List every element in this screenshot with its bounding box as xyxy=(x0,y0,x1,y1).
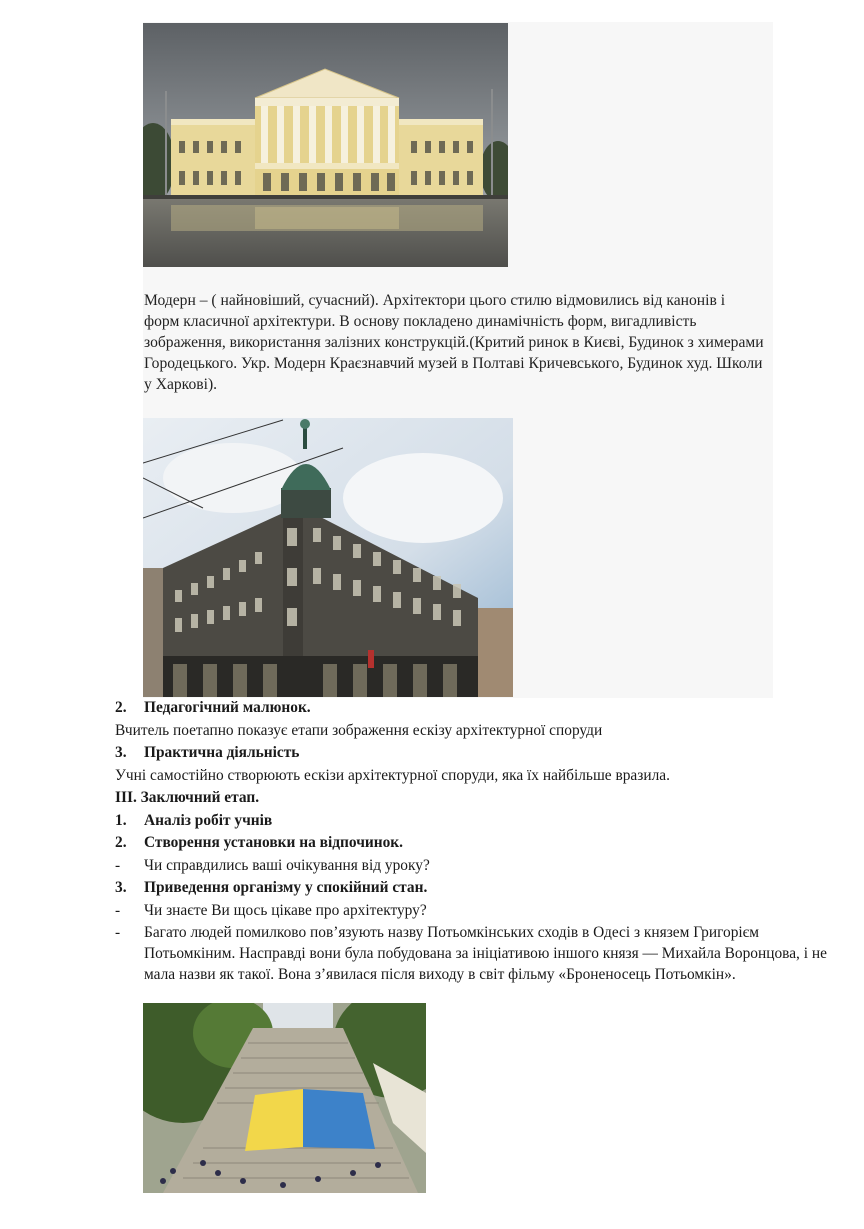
list-item xyxy=(115,697,850,720)
item-title: Практична діяльність xyxy=(144,744,300,761)
item-number: 3. xyxy=(115,879,127,896)
bullet-item xyxy=(115,855,850,878)
item-number: 2. xyxy=(115,834,127,851)
classical-building-photo xyxy=(143,23,508,267)
dash-bullet: - xyxy=(115,924,121,941)
dash-bullet: - xyxy=(115,901,121,919)
art-nouveau-building-photo xyxy=(143,418,513,697)
modern-style-paragraph: Модерн – ( найновіший, сучасний). Архітектори цього стилю відмовились від канонів і форм класичної архітектури. В основу покладено динамічність форм, вигадливість зображення, використання залізних конструкцій.(Критий ринок в Києві, Будинок з химерами Городецького. Укр. Модерн Краєзнавчий музей в Полтаві Кричевського, Будинок худ. Школи у Харкові). xyxy=(144,292,764,393)
item-number: 2. xyxy=(115,699,127,716)
item-number: 3. xyxy=(115,744,127,761)
dash-bullet: - xyxy=(115,856,121,874)
item-number: 1. xyxy=(115,811,127,829)
list-item xyxy=(115,877,850,900)
potemkin-stairs-photo xyxy=(143,1003,426,1193)
list-item xyxy=(115,810,850,833)
item-text: Учні самостійно створюють ескізи архітектурної споруди, яка їх найбільше вразила. xyxy=(115,766,670,784)
list-item xyxy=(115,742,850,765)
item-title: Аналіз робіт учнів xyxy=(144,811,273,829)
bullet-item xyxy=(115,900,850,923)
item-title: Створення установки на відпочинок. xyxy=(144,834,404,851)
lesson-plan-list xyxy=(115,697,850,985)
bullet-item xyxy=(115,922,850,985)
stage-heading: III. Заключний етап. xyxy=(115,789,260,806)
bullet-text: Багато людей помилково пов’язують назву Потьомкінських сходів в Одесі з князем Григорієм Потьомкіним. Насправді вони була побудована за ініціативою іншого князя — Михайла Воронцова, і не мала назви як такої. Вона з’явилася після виходу в світ фільму «Броненосець Потьомкін». xyxy=(144,924,827,983)
bullet-text: Чи знаєте Ви щось цікаве про архітектуру? xyxy=(144,901,427,919)
bullet-text: Чи справдились ваші очікування від уроку? xyxy=(144,856,430,874)
list-item xyxy=(115,832,850,855)
item-title: Приведення організму у спокійний стан. xyxy=(144,879,428,896)
item-title: Педагогічний малюнок. xyxy=(144,699,311,716)
item-text: Вчитель поетапно показує етапи зображення ескізу архітектурної споруди xyxy=(115,721,603,739)
